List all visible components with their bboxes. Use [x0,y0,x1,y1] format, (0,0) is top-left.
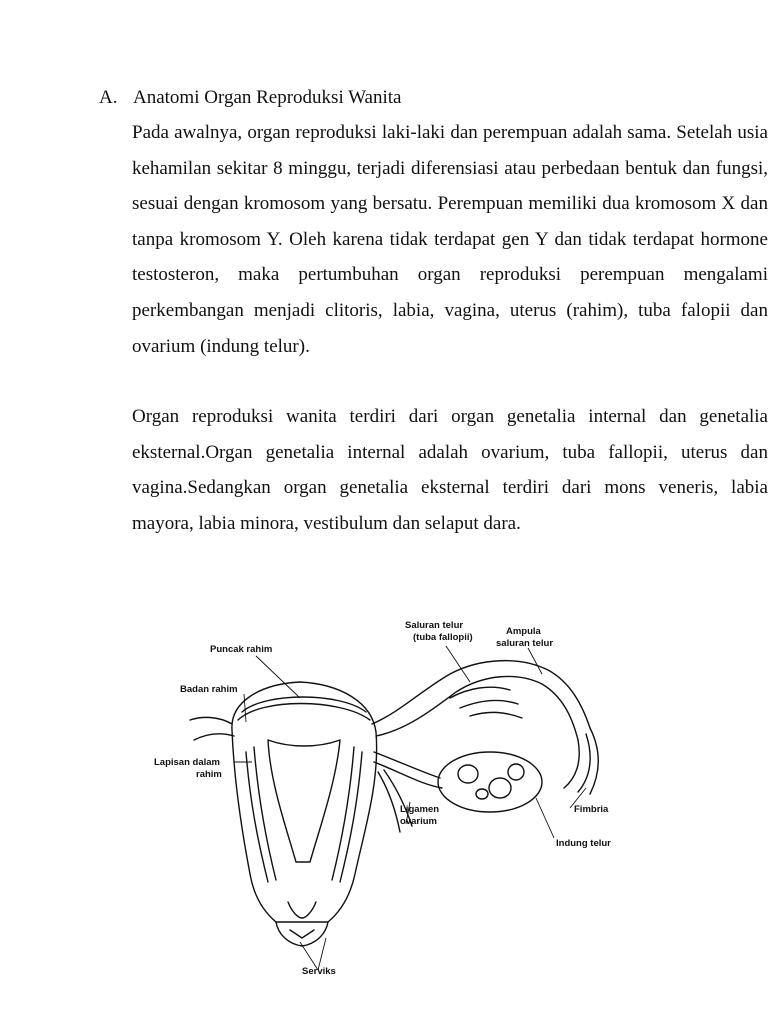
section-title: Anatomi Organ Reproduksi Wanita [133,87,402,108]
section-number: A. [99,87,118,108]
label-saluran-telur: Saluran telur [405,620,464,631]
label-puncak-rahim: Puncak rahim [210,644,273,655]
label-rahim: rahim [196,769,222,780]
uterus-drawing [190,661,598,946]
uterus-anatomy-figure [150,612,620,982]
section-heading [99,86,401,110]
label-serviks: Serviks [302,966,336,977]
label-lapisan-dalam: Lapisan dalam [154,757,220,768]
label-indung-telur: Indung telur [556,838,611,849]
label-ovarium: ovarium [400,816,437,827]
label-badan-rahim: Badan rahim [180,684,238,695]
uterus-diagram [150,612,620,982]
label-ampula: Ampula [506,626,541,637]
label-ligamen: Ligamen [400,804,440,815]
label-tuba-fallopii: (tuba fallopii) [413,632,473,643]
paragraph-2: Organ reproduksi wanita terdiri dari organ genetalia internal dan genetalia eksternal.Organ genetalia internal adalah ovarium, tuba fallopii, uterus dan vagina.Sedangkan organ genetalia eksternal terdiri dari mons veneris, labia mayora, labia minora, vestibulum dan selaput dara. [132,406,768,534]
paragraph-1: Pada awalnya, organ reproduksi laki-laki dan perempuan adalah sama. Setelah usia kehamilan sekitar 8 minggu, terjadi diferensiasi atau perbedaan bentuk dan fungsi, sesuai dengan kromosom yang bersatu. Perempuan memiliki dua kromosom X dan tanpa kromosom Y. Oleh karena tidak terdapat gen Y dan tidak terdapat hormone testosteron, maka pertumbuhan organ reproduksi perempuan mengalami perkembangan menjadi clitoris, labia, vagina, uterus (rahim), tuba falopii dan ovarium (indung telur). [132,122,768,357]
label-ampula-saluran: saluran telur [496,638,554,649]
label-fimbria: Fimbria [574,804,609,815]
